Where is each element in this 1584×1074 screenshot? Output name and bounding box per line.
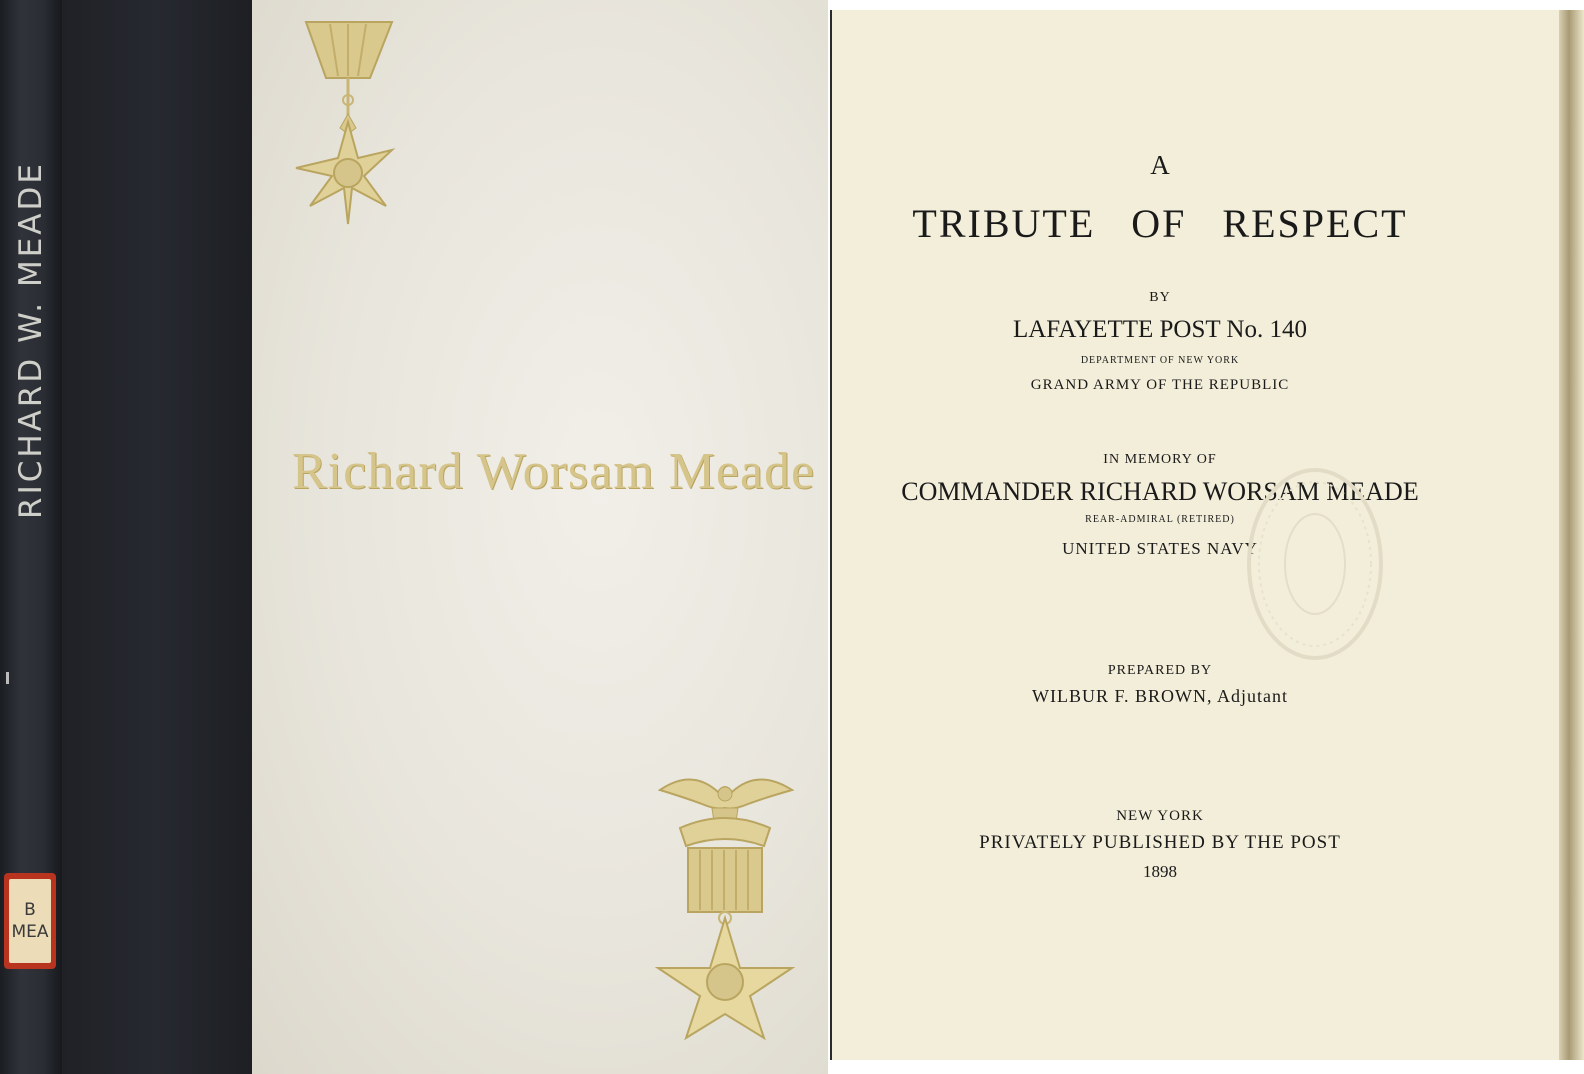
honoree-name: COMMANDER RICHARD WORSAM MEADE	[901, 477, 1419, 506]
publisher: PRIVATELY PUBLISHED BY THE POST	[979, 832, 1341, 853]
call-number-cutter: MEA	[11, 922, 49, 942]
book-title: TRIBUTE OF RESPECT	[912, 201, 1408, 246]
spine-mark	[6, 672, 9, 684]
publication-year: 1898	[1143, 862, 1177, 881]
spine-title: RICHARD W. MEADE	[13, 161, 49, 519]
in-memory-label: IN MEMORY OF	[1103, 452, 1217, 467]
title-article: A	[1150, 150, 1170, 180]
post-name: LAFAYETTE POST No. 140	[1012, 316, 1307, 343]
scan-margin	[830, 0, 1584, 10]
by-label: BY	[1149, 290, 1171, 305]
page-edges	[1559, 10, 1584, 1060]
prepared-by-label: PREPARED BY	[1107, 663, 1213, 678]
honoree-rank: REAR-ADMIRAL (RETIRED)	[1085, 514, 1235, 525]
publication-city: NEW YORK	[1116, 808, 1204, 824]
call-number	[9, 879, 51, 963]
navy-cross-medal-icon	[288, 18, 408, 236]
cover-title: Richard Worsam Meade	[292, 443, 816, 500]
book-spine	[0, 0, 62, 1074]
department: DEPARTMENT OF NEW YORK	[1080, 355, 1240, 366]
author-name: WILBUR F. BROWN, Adjutant	[1031, 686, 1289, 706]
call-number-class: B	[24, 900, 36, 920]
gar-eagle-star-medal-icon	[652, 768, 798, 1040]
honoree-service: UNITED STATES NAVY	[1062, 539, 1258, 558]
embossed-society-stamp-icon	[1245, 466, 1385, 662]
library-call-label	[4, 873, 56, 969]
cloth-binding-strip	[62, 0, 252, 1074]
organization: GRAND ARMY OF THE REPUBLIC	[1030, 377, 1290, 393]
